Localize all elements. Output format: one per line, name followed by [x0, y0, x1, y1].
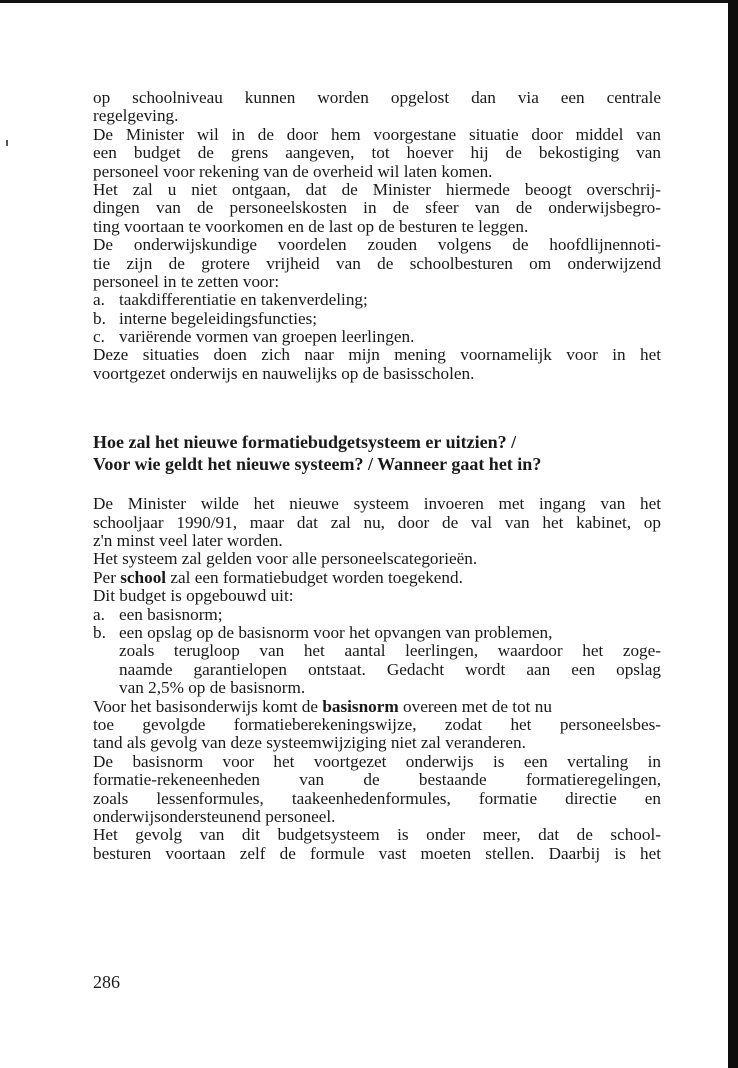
text-line: dingen van de personeelskosten in de sfeer van de onderwijsbegro-	[93, 198, 661, 218]
list-budget	[93, 606, 661, 698]
list-label: b.	[93, 308, 106, 328]
list-text: variërende vormen van groepen leerlingen.	[119, 327, 415, 347]
list-item	[93, 624, 661, 642]
text-line: tand als gevolg van deze systeemwijziging niet zal veranderen.	[93, 733, 526, 753]
list-item-continuation: naamde garantielopen ontstaat. Gedacht wordt aan een opslag	[119, 659, 661, 679]
list-text: taakdifferentiatie en takenverdeling;	[119, 290, 368, 310]
text-line: De Minister wilde het nieuwe systeem invoeren met ingang van het	[93, 494, 661, 514]
paragraph-5	[93, 346, 661, 383]
text-line: personeel voor rekening van de overheid wil laten komen.	[93, 161, 493, 181]
text-line: De basisnorm voor het voortgezet onderwijs is een vertaling in	[93, 751, 661, 771]
paragraph-2	[93, 126, 661, 181]
paragraph-1	[93, 89, 661, 126]
paragraph-11	[93, 753, 661, 827]
top-scan-border	[0, 0, 738, 3]
text-run: Per	[93, 567, 121, 587]
list-text: een basisnorm;	[119, 604, 223, 624]
text-run: overeen met de tot nu	[398, 696, 552, 716]
text-line: op schoolniveau kunnen worden opgelost dan via een centrale	[93, 88, 661, 107]
text-line	[93, 698, 661, 716]
text-line: tie zijn de grotere vrijheid van de schoolbesturen om onderwijzend	[93, 253, 661, 273]
text-line: personeel in te zetten voor:	[93, 271, 280, 291]
heading-line: Voor wie geldt het nieuwe systeem? / Wanneer gaat het in?	[93, 454, 542, 475]
list-item	[93, 606, 661, 624]
list-label: a.	[93, 604, 105, 624]
text-line: Deze situaties doen zich naar mijn mening voornamelijk voor in het	[93, 345, 661, 365]
paragraph-12	[93, 826, 661, 863]
text-line: schooljaar 1990/91, maar dat zal nu, door de val van het kabinet, op	[93, 512, 661, 532]
paragraph-9: Dit budget is opgebouwd uit:	[93, 586, 294, 606]
text-line: Het zal u niet ontgaan, dat de Minister hiermede beoogt overschrij-	[93, 179, 661, 199]
list-label: a.	[93, 290, 105, 310]
scan-speck	[6, 140, 8, 146]
paragraph-4	[93, 236, 661, 291]
paragraph-8	[93, 569, 661, 587]
text-run	[93, 698, 552, 716]
text-run: Voor het basisonderwijs komt de	[93, 696, 323, 716]
paragraph-3	[93, 181, 661, 236]
list-label: c.	[93, 327, 105, 347]
text-line: z'n minst veel later worden.	[93, 531, 283, 551]
text-line: De onderwijskundige voordelen zouden volgens de hoofdlijnennoti-	[93, 235, 661, 255]
list-item-continuation: zoals terugloop van het aantal leerlingen, waardoor het zoge-	[119, 641, 661, 661]
section-heading	[93, 431, 661, 475]
text-line: Het gevolg van dit budgetsysteem is onder meer, dat de school-	[93, 825, 661, 845]
list-text: interne begeleidingsfuncties;	[119, 308, 318, 328]
list-text: een opslag op de basisnorm voor het opvangen van problemen,	[119, 622, 553, 642]
bold-term-basisnorm: basisnorm	[322, 696, 399, 716]
text-line: regelgeving.	[93, 106, 179, 126]
list-item	[93, 310, 661, 328]
list-item-continuation: van 2,5% op de basisnorm.	[119, 678, 306, 698]
text-line: formatie-rekeneenheden van de bestaande formatieregelingen,	[93, 770, 661, 790]
paragraph-6	[93, 495, 661, 550]
text-line: zoals lessenformules, taakeenhedenformules, formatie directie en	[93, 788, 661, 808]
page-body	[93, 89, 661, 863]
list-voordelen	[93, 291, 661, 346]
page-number: 286	[93, 972, 120, 992]
list-label: b.	[93, 622, 106, 642]
text-line: voortgezet onderwijs en nauwelijks op de basisscholen.	[93, 363, 475, 383]
list-item	[93, 291, 661, 309]
right-scan-border	[728, 0, 738, 1068]
paragraph-10	[93, 698, 661, 753]
text-run: zal een formatiebudget worden toegekend.	[166, 567, 463, 587]
text-line: De Minister wil in de door hem voorgestane situatie door middel van	[93, 124, 661, 144]
text-line: een budget de grens aangeven, tot hoever hij de bekostiging van	[93, 143, 661, 163]
text-line: toe gevolgde formatieberekeningswijze, zodat het personeelsbes-	[93, 714, 661, 734]
text-line: besturen voortaan zelf de formule vast moeten stellen. Daarbij is het	[93, 843, 661, 863]
text-line: ting voortaan te voorkomen en de last op de besturen te leggen.	[93, 216, 529, 236]
bold-term-school: school	[120, 567, 167, 587]
list-item	[93, 328, 661, 346]
paragraph-7: Het systeem zal gelden voor alle personeelscategorieën.	[93, 549, 478, 569]
heading-line: Hoe zal het nieuwe formatiebudgetsysteem er uitzien? /	[93, 432, 517, 453]
text-line: onderwijsondersteunend personeel.	[93, 806, 336, 826]
